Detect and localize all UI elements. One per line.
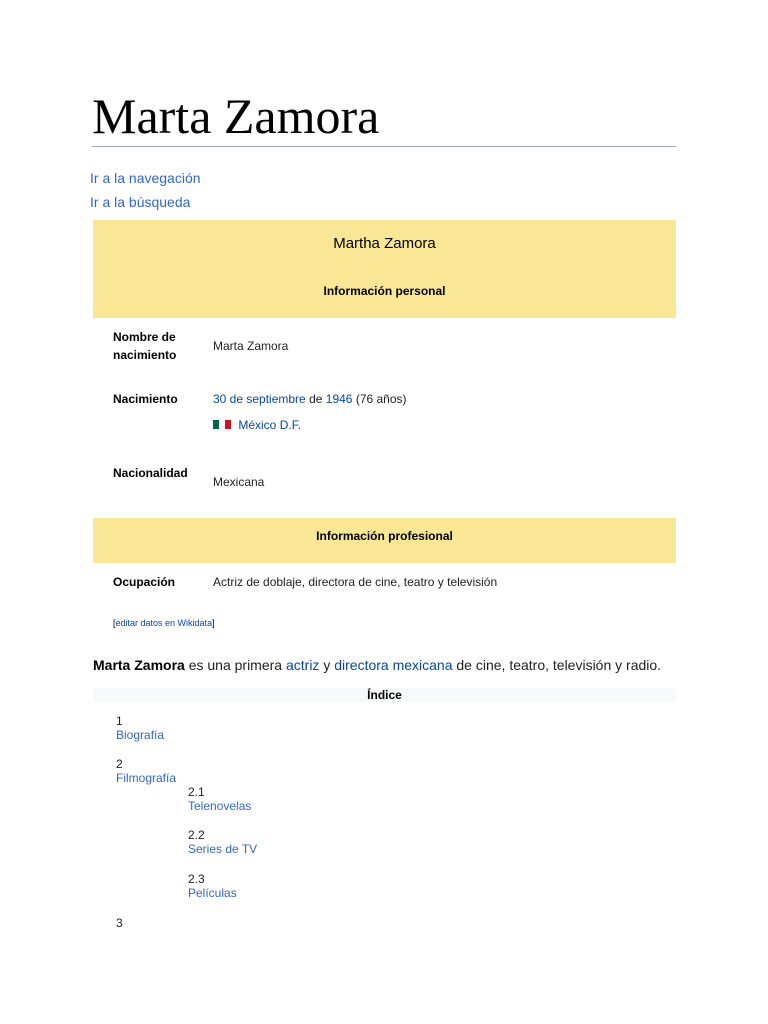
skip-to-search-link[interactable]: Ir a la búsqueda — [90, 194, 191, 210]
infobox-section-personal: Información personal — [323, 284, 446, 298]
wikidata-edit-link[interactable]: editar datos en Wikidata — [115, 618, 213, 628]
birth-name-value: Marta Zamora — [213, 339, 289, 353]
toc-item-peliculas[interactable] — [188, 872, 237, 900]
birth-date-link[interactable]: 30 de septiembre — [213, 392, 306, 406]
directora-mexicana-link[interactable]: directora mexicana — [334, 657, 453, 673]
nationality-link[interactable]: Mexicana — [213, 475, 265, 489]
infobox — [93, 220, 676, 628]
toc-item-number: 1 — [116, 714, 123, 728]
birth-place — [213, 416, 301, 434]
lead-text-1: es una primera — [184, 657, 286, 673]
lead-subject: Marta Zamora — [93, 657, 185, 673]
toc-item-3[interactable] — [116, 916, 123, 930]
infobox-name: Martha Zamora — [333, 235, 436, 252]
toc-item-label[interactable]: Telenovelas — [188, 799, 252, 813]
toc-title: Índice — [93, 688, 676, 702]
birth-place-link[interactable]: México D.F. — [238, 418, 302, 432]
birth-label: Nacimiento — [113, 392, 178, 406]
birth-de-text: de — [309, 392, 323, 406]
toc-item-label[interactable]: Filmografía — [116, 771, 177, 785]
toc-item-telenovelas[interactable] — [188, 785, 251, 813]
toc-item-label[interactable]: Películas — [188, 886, 237, 900]
toc-item-number: 3 — [116, 916, 123, 930]
skip-to-navigation-link[interactable]: Ir a la navegación — [90, 170, 201, 186]
birth-year-link[interactable]: 1946 — [325, 392, 353, 406]
toc-item-number: 2.1 — [188, 785, 205, 799]
infobox-section-professional: Información profesional — [93, 518, 676, 563]
mexico-flag-icon — [213, 420, 231, 429]
toc-item-number: 2 — [116, 757, 123, 771]
wikidata-bracket-close: ] — [212, 618, 215, 628]
toc-item-series-de-tv[interactable] — [188, 828, 257, 856]
toc-item-filmografia[interactable] — [116, 757, 176, 785]
toc-item-number: 2.2 — [188, 828, 205, 842]
page-title: Marta Zamora — [92, 86, 676, 147]
lead-text-2: y — [319, 657, 335, 673]
actriz-link[interactable]: actriz — [285, 657, 320, 673]
birth-name-label: Nombre de nacimiento — [113, 330, 177, 362]
toc-item-number: 2.3 — [188, 872, 205, 886]
infobox-header — [93, 220, 676, 318]
flag-stripe-red — [225, 420, 231, 429]
lead-text-3: de cine, teatro, televisión y radio. — [452, 657, 662, 673]
wikidata-edit — [113, 618, 215, 628]
nationality-label: Nacionalidad — [113, 466, 188, 480]
wikidata-bracket-open: [ — [113, 618, 116, 628]
occupation-value: Actriz de doblaje, directora de cine, teatro y televisión — [213, 575, 498, 589]
toc-item-label[interactable]: Biografía — [116, 728, 165, 742]
occupation-label: Ocupación — [113, 575, 176, 589]
birth-value — [213, 390, 653, 408]
lead-paragraph — [93, 657, 661, 673]
birth-age-text: (76 años) — [355, 392, 407, 406]
toc-item-biografia[interactable] — [116, 714, 164, 742]
table-of-contents — [93, 688, 676, 930]
toc-item-label[interactable]: Series de TV — [188, 842, 258, 856]
